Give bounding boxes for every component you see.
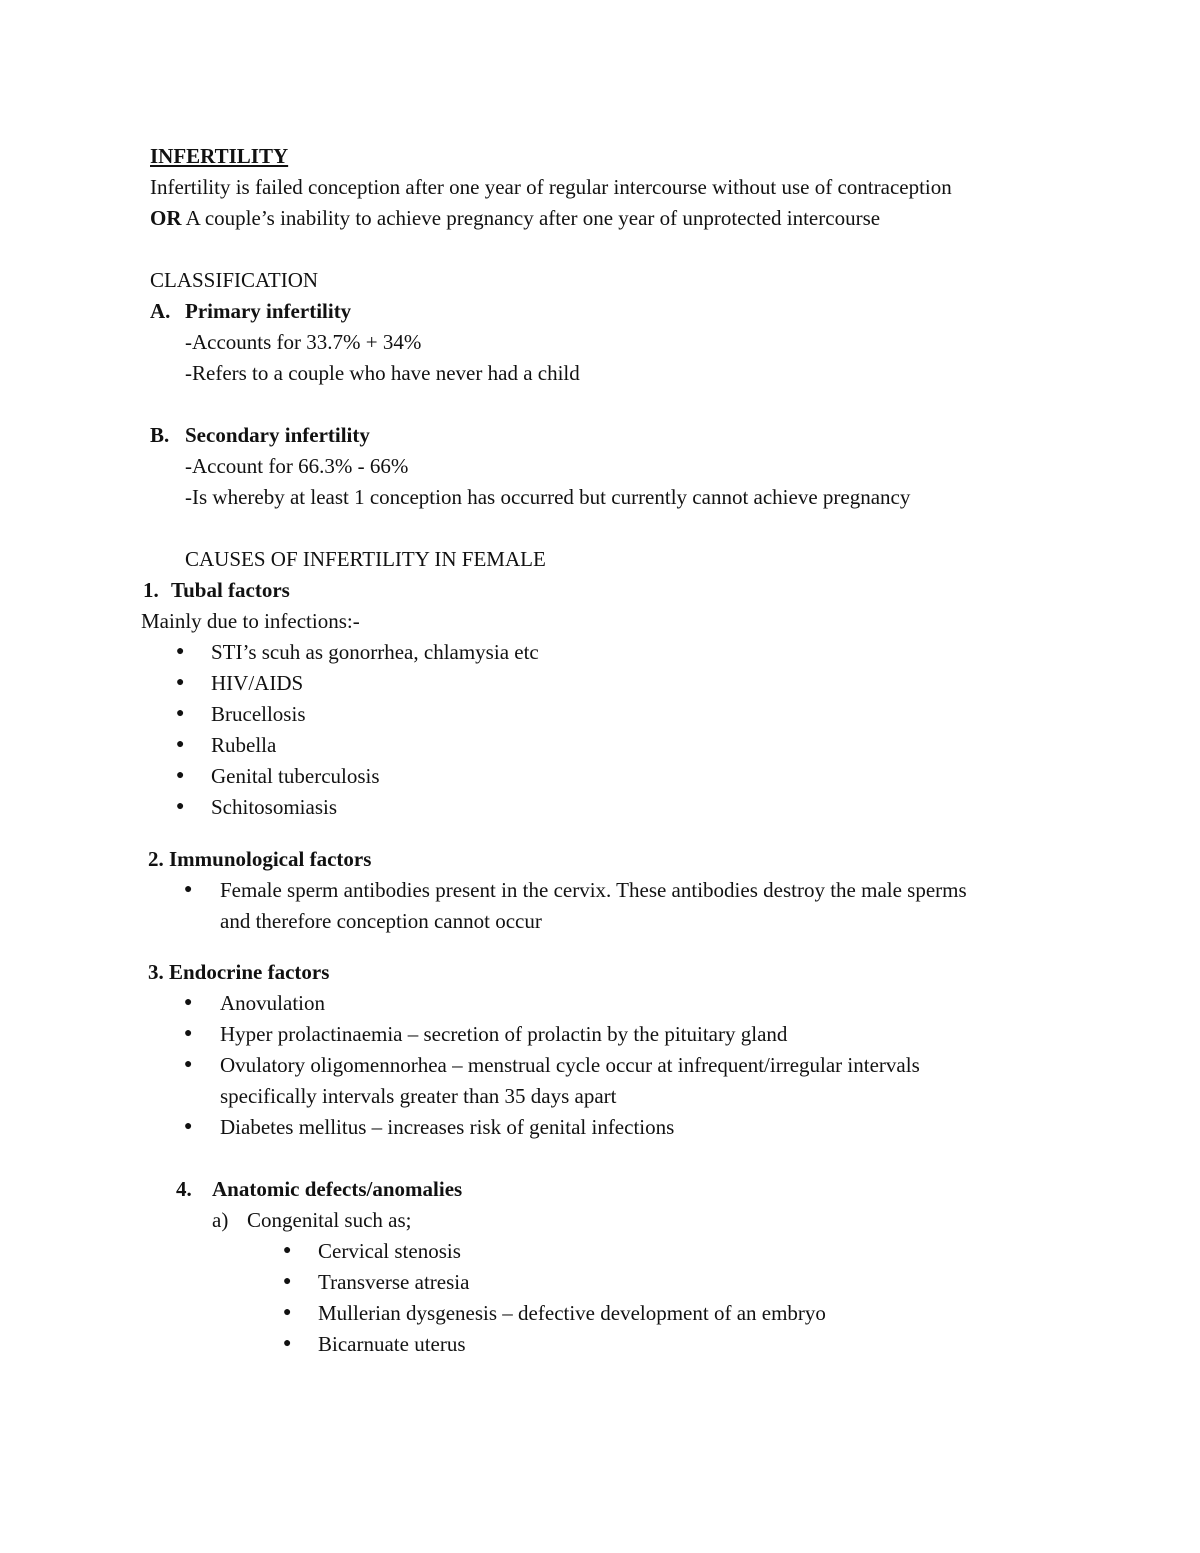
bullet-icon: ● (176, 675, 185, 690)
bullet-icon: ● (176, 768, 185, 783)
anatomic-sub-marker: a) (212, 1208, 229, 1232)
definition-line-1: Infertility is failed conception after one year of regular intercourse without use of contraception (150, 175, 952, 199)
list-item: Schitosomiasis (211, 795, 338, 819)
bullet-icon: ● (283, 1305, 292, 1320)
list-item: Brucellosis (211, 702, 306, 726)
secondary-heading: Secondary infertility (185, 423, 370, 447)
bullet-icon: ● (176, 706, 185, 721)
tubal-intro: Mainly due to infections:- (141, 609, 360, 633)
secondary-marker: B. (150, 423, 170, 447)
bullet-icon: ● (184, 1057, 193, 1072)
or-label: OR (150, 206, 182, 230)
bullet-icon: ● (176, 644, 185, 659)
bullet-icon: ● (176, 737, 185, 752)
bullet-icon: ● (184, 1119, 193, 1134)
list-item-continuation: and therefore conception cannot occur (220, 909, 542, 933)
secondary-note: -Account for 66.3% - 66% (185, 454, 409, 478)
list-item: Genital tuberculosis (211, 764, 380, 788)
causes-heading: CAUSES OF INFERTILITY IN FEMALE (185, 547, 546, 571)
definition-line-2 (150, 205, 880, 231)
endocrine-heading: 3. Endocrine factors (148, 960, 330, 984)
list-item: Anovulation (220, 991, 325, 1015)
tubal-heading: Tubal factors (171, 578, 290, 602)
list-item: Rubella (211, 733, 277, 757)
list-item-continuation: specifically intervals greater than 35 days apart (220, 1084, 617, 1108)
list-item: Cervical stenosis (318, 1239, 461, 1263)
document-title: INFERTILITY (150, 144, 289, 168)
classification-heading: CLASSIFICATION (150, 268, 319, 292)
bullet-icon: ● (184, 1026, 193, 1041)
anatomic-marker: 4. (176, 1177, 192, 1201)
primary-heading: Primary infertility (185, 299, 352, 323)
list-item: Mullerian dysgenesis – defective development of an embryo (318, 1301, 826, 1325)
list-item: Diabetes mellitus – increases risk of genital infections (220, 1115, 675, 1139)
list-item: Female sperm antibodies present in the cervix. These antibodies destroy the male sperms (220, 878, 967, 902)
definition-alternative: A couple’s inability to achieve pregnancy after one year of unprotected intercourse (181, 206, 881, 230)
anatomic-sub-heading: Congenital such as; (247, 1208, 412, 1232)
bullet-icon: ● (184, 882, 193, 897)
bullet-icon: ● (184, 995, 193, 1010)
secondary-note: -Is whereby at least 1 conception has occurred but currently cannot achieve pregnancy (185, 485, 911, 509)
bullet-icon: ● (283, 1274, 292, 1289)
primary-note: -Accounts for 33.7% + 34% (185, 330, 422, 354)
list-item: HIV/AIDS (211, 671, 304, 695)
list-item: Ovulatory oligomennorhea – menstrual cycle occur at infrequent/irregular intervals (220, 1053, 920, 1077)
list-item: STI’s scuh as gonorrhea, chlamysia etc (211, 640, 539, 664)
list-item: Hyper prolactinaemia – secretion of prolactin by the pituitary gland (220, 1022, 788, 1046)
tubal-marker: 1. (143, 578, 159, 602)
bullet-icon: ● (283, 1243, 292, 1258)
list-item: Transverse atresia (318, 1270, 470, 1294)
bullet-icon: ● (176, 799, 185, 814)
primary-marker: A. (150, 299, 171, 323)
immunological-heading: 2. Immunological factors (148, 847, 372, 871)
bullet-icon: ● (283, 1336, 292, 1351)
list-item: Bicarnuate uterus (318, 1332, 466, 1356)
anatomic-heading: Anatomic defects/anomalies (212, 1177, 463, 1201)
primary-note: -Refers to a couple who have never had a child (185, 361, 580, 385)
